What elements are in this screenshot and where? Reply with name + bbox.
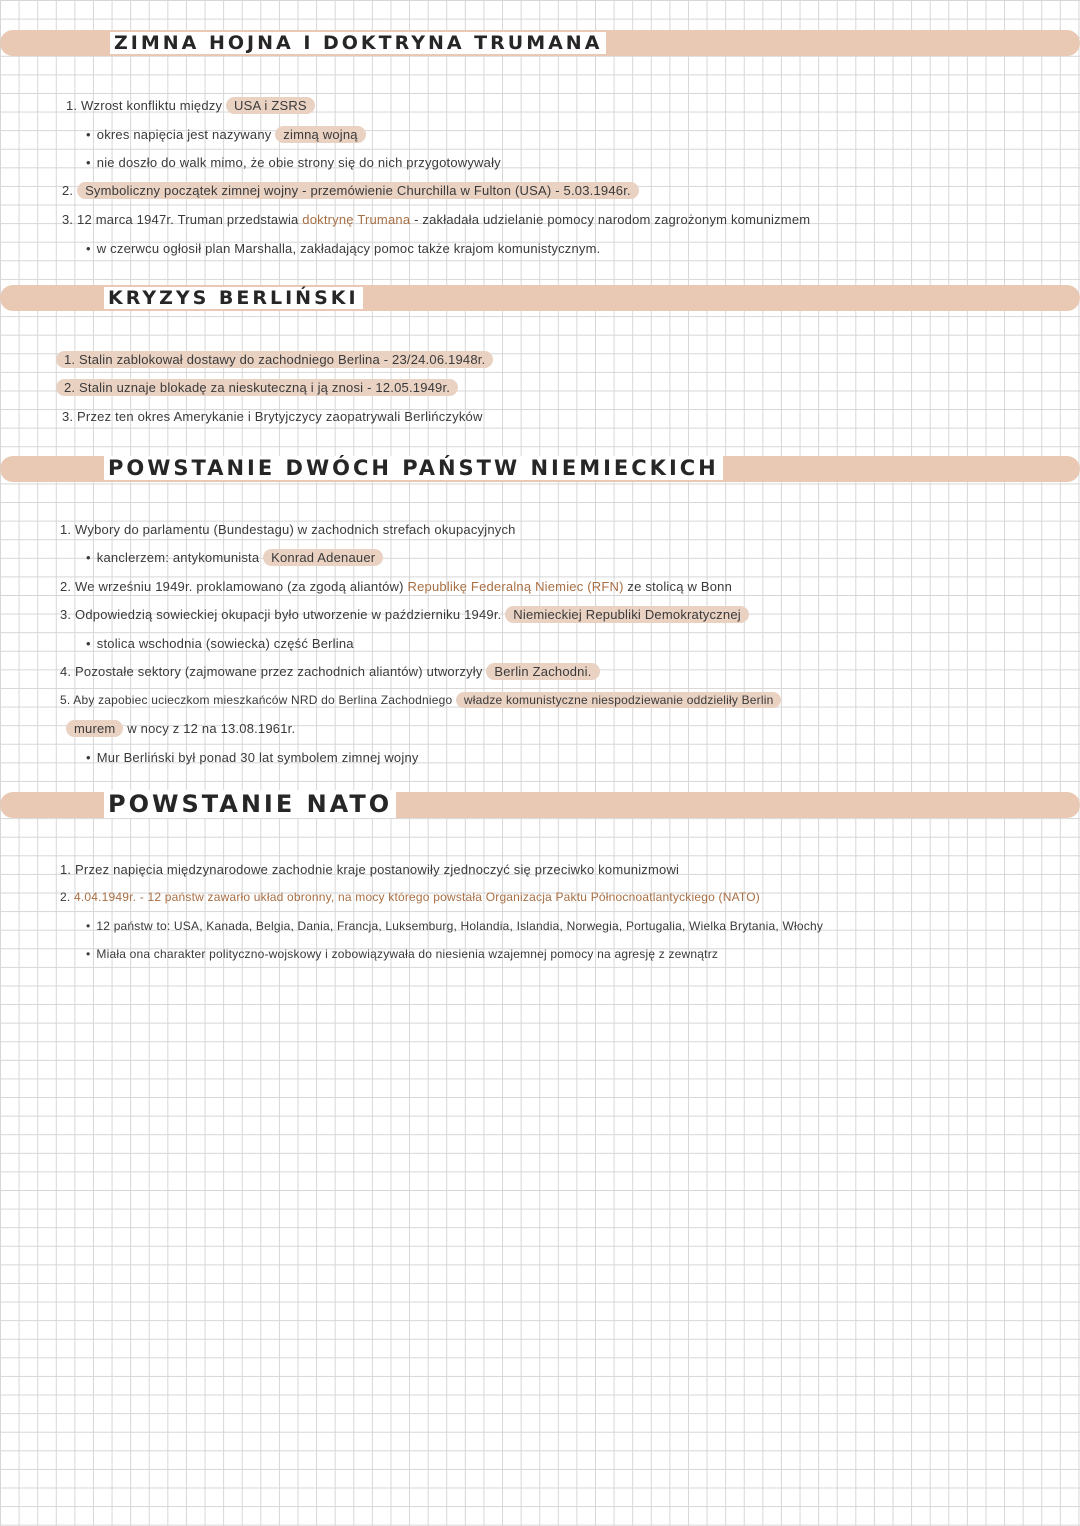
s3-line-4: 3. Odpowiedzią sowieckiej okupacji było utworzenie w październiku 1949r. Niemieckiej Republiki Demokratycznej (60, 607, 749, 622)
s3-line-2: • kanclerzem: antykomunista Konrad Adenauer (86, 550, 383, 565)
s3-line-7: 5. Aby zapobiec ucieczkom mieszkańców NRD do Berlina Zachodniego władze komunistyczne niespodziewanie oddzieliły Berlin (60, 693, 781, 707)
s3-line-9: • Mur Berliński był ponad 30 lat symbolem zimnej wojny (86, 750, 419, 765)
s2-line-2: 2. Stalin uznaje blokadę za nieskuteczną i ją znosi - 12.05.1949r. (56, 380, 458, 395)
s3-line-5: • stolica wschodnia (sowiecka) część Berlina (86, 636, 354, 651)
s3-line-1: 1. Wybory do parlamentu (Bundestagu) w zachodnich strefach okupacyjnych (60, 522, 516, 537)
section-2-heading: KRYZYS BERLIŃSKI (104, 287, 363, 309)
s1-line-4: 2. Symboliczny początek zimnej wojny - przemówienie Churchilla w Fulton (USA) - 5.03.1946r. (62, 183, 639, 198)
s2-line-3: 3. Przez ten okres Amerykanie i Brytyjczycy zaopatrywali Berlińczyków (62, 409, 483, 424)
s1-line-3: • nie doszło do walk mimo, że obie strony się do nich przygotowywały (86, 155, 501, 170)
s4-line-2: 2. 4.04.1949r. - 12 państw zawarło układ obronny, na mocy którego powstała Organizacja Paktu Północnoatlantyckiego (NATO) (60, 890, 760, 904)
section-3-heading: POWSTANIE DWÓCH PAŃSTW NIEMIECKICH (104, 456, 723, 480)
s3-line-3: 2. We wrześniu 1949r. proklamowano (za zgodą aliantów) Republikę Federalną Niemiec (RFN) ze stolicą w Bonn (60, 579, 732, 594)
section-1-heading: ZIMNA HOJNA I DOKTRYNA TRUMANA (110, 32, 606, 54)
s1-line-6: • w czerwcu ogłosił plan Marshalla, zakładający pomoc także krajom komunistycznym. (86, 241, 601, 256)
s2-line-1: 1. Stalin zablokował dostawy do zachodniego Berlina - 23/24.06.1948r. (56, 352, 493, 367)
s4-line-4: • Miała ona charakter polityczno-wojskowy i zobowiązywała do niesienia wzajemnej pomocy na agresję z zewnątrz (86, 947, 719, 961)
s3-line-8: murem w nocy z 12 na 13.08.1961r. (66, 721, 295, 736)
section-4-heading: POWSTANIE NATO (104, 790, 396, 818)
s4-line-1: 1. Przez napięcia międzynarodowe zachodnie kraje postanowiły zjednoczyć się przeciwko komunizmowi (60, 862, 680, 877)
s3-line-6: 4. Pozostałe sektory (zajmowane przez zachodnich aliantów) utworzyły Berlin Zachodni. (60, 664, 600, 679)
s1-line-2: • okres napięcia jest nazywany zimną wojną (86, 127, 366, 142)
s1-line-1: 1. Wzrost konfliktu między USA i ZSRS (66, 98, 315, 113)
s1-line-5: 3. 12 marca 1947r. Truman przedstawia doktrynę Trumana - zakładała udzielanie pomocy narodom zagrożonym komunizmem (62, 212, 811, 227)
s4-line-3: • 12 państw to: USA, Kanada, Belgia, Dania, Francja, Luksemburg, Holandia, Islandia, Norwegia, Portugalia, Wielka Brytania, Włochy (86, 919, 824, 933)
